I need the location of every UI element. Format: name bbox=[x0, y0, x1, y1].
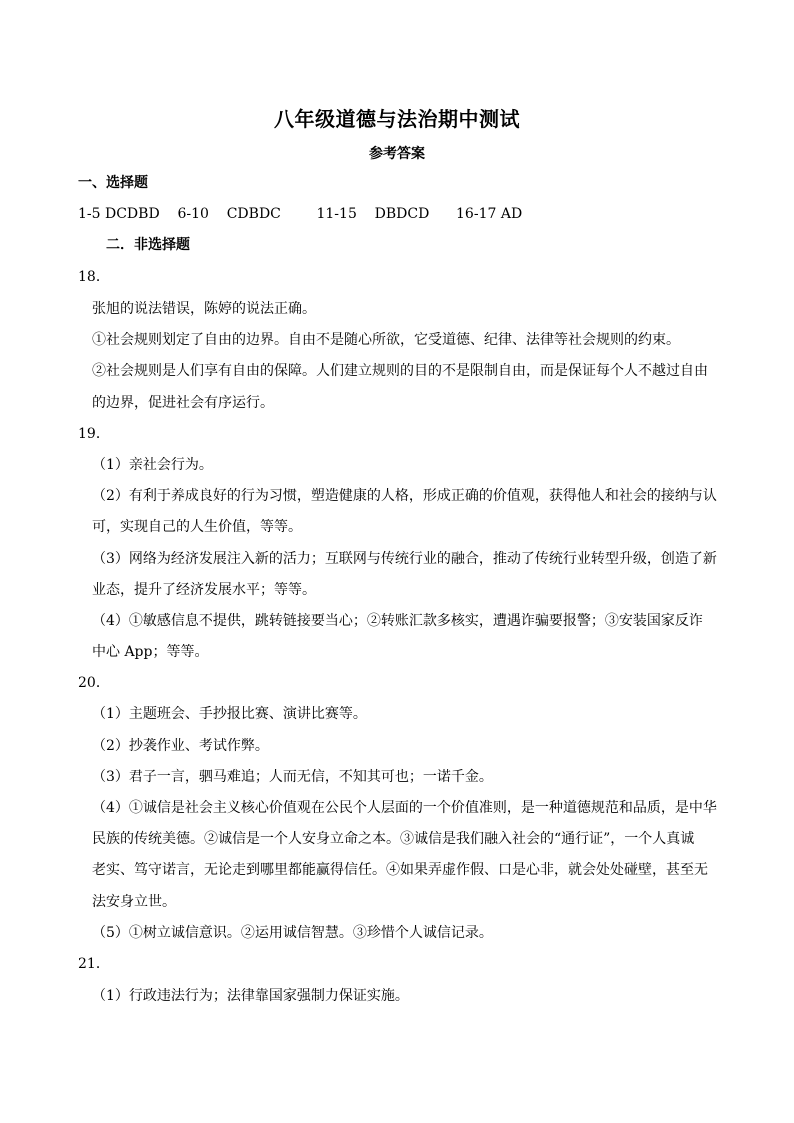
q20-line-8: （5）①树立诚信意识。②运用诚信智慧。③珍惜个人诚信记录。 bbox=[92, 925, 493, 941]
q20-line-1: （1）主题班会、手抄报比赛、演讲比赛等。 bbox=[92, 706, 367, 722]
q18-line-3: ②社会规则是人们享有自由的保障。人们建立规则的目的不是限制自由，而是保证每个人不越过自由 bbox=[92, 363, 708, 379]
q18-line-4: 的边界，促进社会有序运行。 bbox=[92, 395, 274, 411]
section1-heading: 一、选择题 bbox=[78, 175, 148, 191]
q19-line-7: 中心 App；等等。 bbox=[92, 644, 209, 660]
q19-number: 19． bbox=[78, 426, 110, 442]
page-title: 八年级道德与法治期中测试 bbox=[274, 107, 520, 131]
q19-line-4: （3）网络为经济发展注入新的活力；互联网与传统行业的融合，推动了传统行业转型升级，创造了新 bbox=[92, 551, 717, 567]
q19-line-3: 可，实现自己的人生价值，等等。 bbox=[92, 519, 302, 535]
page-subtitle: 参考答案 bbox=[369, 146, 425, 162]
q20-line-2: （2）抄袭作业、考试作弊。 bbox=[92, 738, 269, 754]
q21-number: 21． bbox=[78, 956, 110, 972]
section2-heading: 二．非选择题 bbox=[106, 237, 190, 253]
q21-line-1: （1）行政违法行为；法律靠国家强制力保证实施。 bbox=[92, 988, 409, 1004]
q18-line-1: 张旭的说法错误，陈婷的说法正确。 bbox=[92, 301, 316, 317]
q18-number: 18． bbox=[78, 269, 110, 285]
q20-number: 20． bbox=[78, 675, 110, 691]
q18-line-2: ①社会规则划定了自由的边界。自由不是随心所欲，它受道德、纪律、法律等社会规则的约束。 bbox=[92, 332, 680, 348]
q20-line-7: 法安身立世。 bbox=[92, 894, 176, 910]
q20-line-3: （3）君子一言，驷马难追；人而无信，不知其可也；一诺千金。 bbox=[92, 769, 493, 785]
q19-line-6: （4）①敏感信息不提供，跳转链接要当心；②转账汇款多核实，遭遇诈骗要报警；③安装国家反诈 bbox=[92, 613, 703, 629]
q19-line-2: （2）有利于养成良好的行为习惯，塑造健康的人格，形成正确的价值观，获得他人和社会的接纳与认 bbox=[92, 488, 717, 504]
q19-line-1: （1）亲社会行为。 bbox=[92, 457, 213, 473]
multiple-choice-answers: 1-5 DCDBD 6-10 CDBDC 11-15 DBDCD 16-17 AD bbox=[78, 206, 523, 222]
q20-line-6: 老实、笃守诺言，无论走到哪里都能赢得信任。④如果弄虚作假、口是心非，就会处处碰壁，甚至无 bbox=[92, 862, 708, 878]
q20-line-5: 民族的传统美德。②诚信是一个人安身立命之本。③诚信是我们融入社会的“通行证”，一个人真诚 bbox=[92, 831, 695, 847]
q19-line-5: 业态，提升了经济发展水平；等等。 bbox=[92, 582, 316, 598]
q20-line-4: （4）①诚信是社会主义核心价值观在公民个人层面的一个价值准则，是一种道德规范和品质，是中华 bbox=[92, 800, 717, 816]
